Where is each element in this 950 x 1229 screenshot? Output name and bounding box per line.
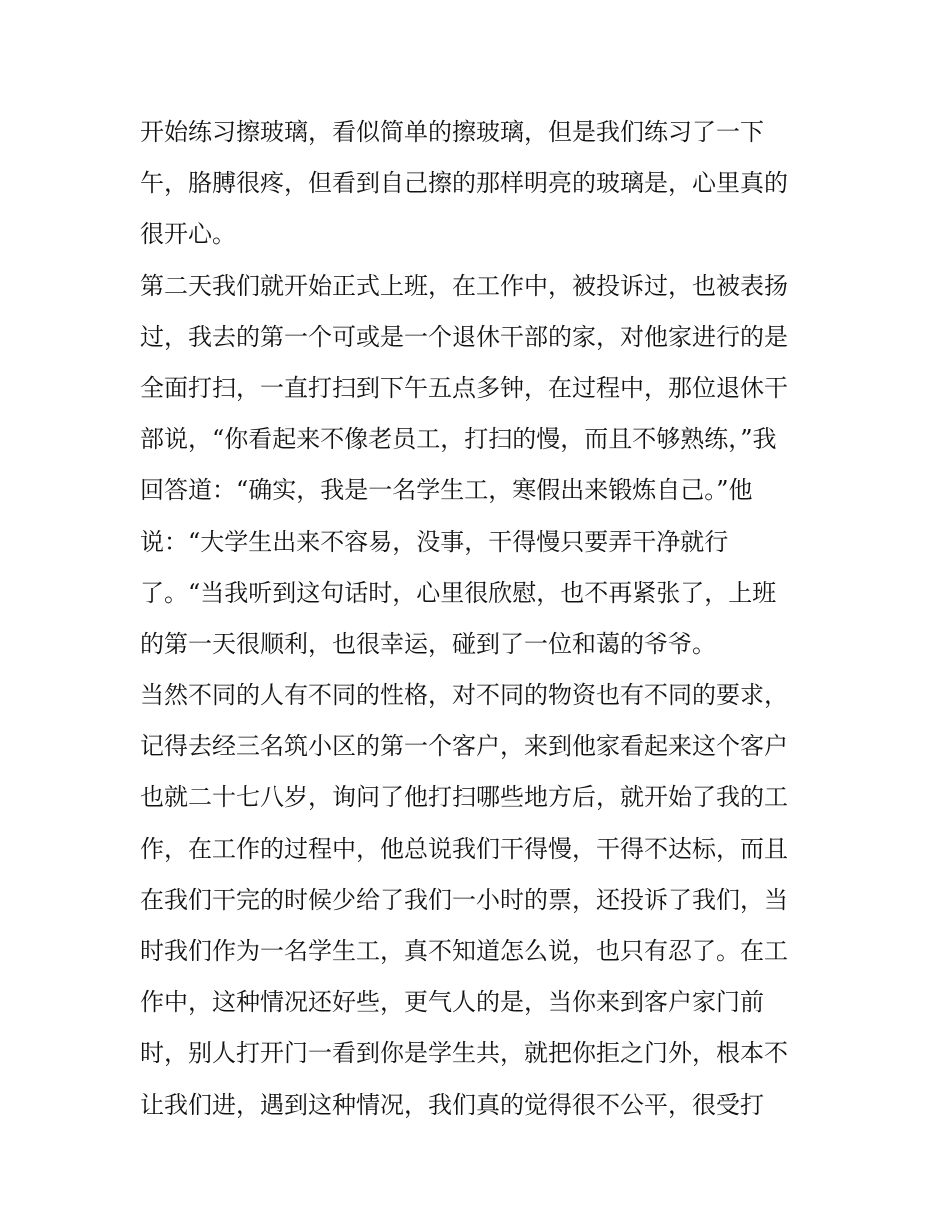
- body-text: [140, 107, 820, 1131]
- text-line: 让我们进，遇到这种情况，我们真的觉得很不公平，很受打: [140, 1090, 764, 1119]
- text-line: 全面打扫，一直打扫到下午五点多钟，在过程中，那位退休干: [140, 373, 788, 402]
- text-line: 在我们干完的时候少给了我们一小时的票，还投诉了我们，当: [140, 885, 788, 914]
- text-line: 时我们作为一名学生工，真不知道怎么说，也只有忍了。在工: [140, 937, 788, 965]
- text-line: 开始练习擦玻璃，看似简单的擦玻璃，但是我们练习了一下: [140, 118, 764, 146]
- text-line: 午，胳膊很疼，但看到自己擦的那样明亮的玻璃是，心里真的: [140, 169, 788, 198]
- text-line: 作中，这种情况还好些，更气人的是，当你来到客户家门前: [140, 988, 764, 1017]
- text-line: 回答道：“确实，我是一名学生工，寒假出来锻炼自己。”他: [140, 476, 753, 505]
- text-line: 部说，“你看起来不像老员工，打扫的慢，而且不够熟练，”我: [140, 425, 777, 454]
- text-line: 当然不同的人有不同的性格，对不同的物资也有不同的要求，: [140, 681, 788, 710]
- text-line: 作，在工作的过程中，他总说我们干得慢，干得不达标，而且: [140, 834, 788, 863]
- text-line: 也就二十七八岁，询问了他打扫哪些地方后，就开始了我的工: [140, 783, 788, 812]
- text-line: 了。“当我听到这句话时，心里很欣慰，也不再紧张了，上班: [140, 578, 777, 607]
- text-line: 很开心。: [140, 220, 236, 249]
- text-line: 说：“大学生出来不容易，没事，干得慢只要弄干净就行: [140, 527, 729, 556]
- text-line: 过，我去的第一个可或是一个退休干部的家，对他家进行的是: [140, 322, 788, 351]
- text-line: 时，别人打开门一看到你是学生共，就把你拒之门外，根本不: [140, 1039, 788, 1068]
- text-line: 记得去经三名筑小区的第一个客户，来到他家看起来这个客户: [140, 732, 788, 761]
- text-line: 第二天我们就开始正式上班，在工作中，被投诉过，也被表扬: [140, 271, 788, 300]
- text-line: 的第一天很顺利，也很幸运，碰到了一位和蔼的爷爷。: [140, 629, 716, 658]
